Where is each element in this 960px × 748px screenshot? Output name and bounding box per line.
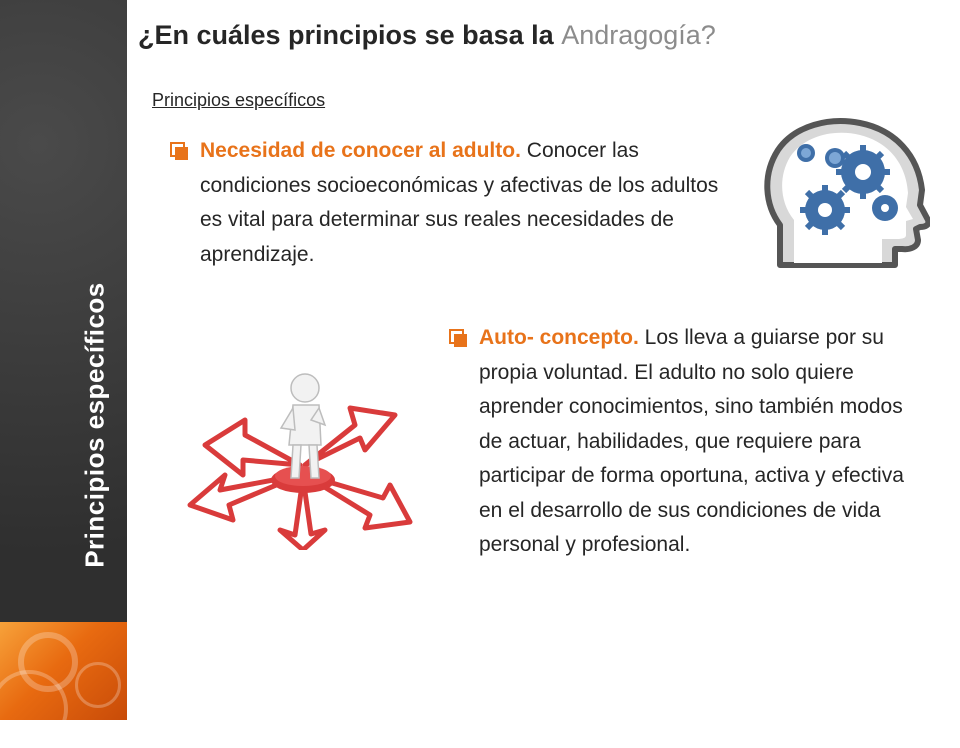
- title-main: ¿En cuáles principios se basa la: [138, 20, 554, 50]
- section-subtitle: Principios específicos: [152, 90, 326, 110]
- sidebar-decoration: [0, 622, 127, 720]
- bullet-text: Conocer las condiciones socioeconómicas y afectivas de los adultos es vital para determinar sus reales necesidades de aprendizaje.: [200, 139, 719, 266]
- checkbox-bullet-icon: [170, 140, 188, 160]
- head-gears-icon: [760, 115, 930, 285]
- bullet-heading: Auto- concepto.: [479, 326, 639, 349]
- bullet-item: [479, 321, 909, 563]
- bullet-text: Los lleva a guiarse por su propia voluntad. El adulto no solo quiere aprender conocimientos, sino también modos de actuar, habilidades, que requiere para participar de forma oportuna, activa y efectiva en el desarrollo de sus condiciones de vida personal y profesional.: [479, 326, 904, 556]
- bullet-item: [200, 134, 745, 272]
- bullet-heading: Necesidad de conocer al adulto.: [200, 139, 521, 162]
- sidebar: [0, 0, 127, 720]
- person-crossroads-icon: [185, 350, 415, 550]
- page-title: [138, 20, 716, 51]
- title-accent: Andragogía?: [561, 20, 716, 50]
- sidebar-title: Principios específicos: [79, 282, 110, 568]
- checkbox-bullet-icon: [449, 327, 467, 347]
